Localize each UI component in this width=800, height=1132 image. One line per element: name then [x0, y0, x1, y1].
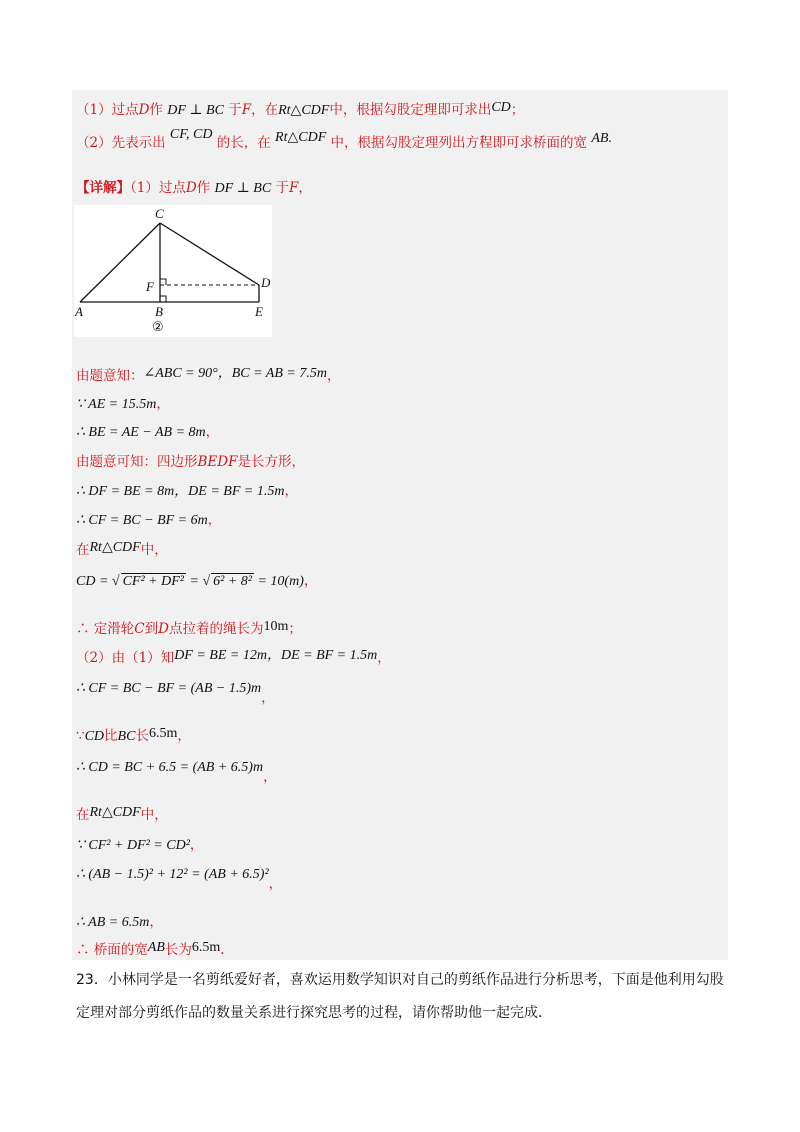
text: 比 [104, 728, 118, 744]
text: 于 [275, 180, 289, 196]
part2-line [76, 803, 168, 824]
point-f: F [241, 102, 252, 118]
figure-number: ② [152, 319, 164, 334]
point-d: D [158, 621, 169, 637]
label-d: D [261, 275, 271, 290]
text: 作 [149, 102, 163, 118]
math: ∴ CD = BC + 6.5 = (AB + 6.5)m [76, 760, 264, 775]
text: . [220, 942, 225, 958]
text: 长为 [164, 942, 192, 958]
step-line [76, 420, 219, 441]
step-line [76, 538, 168, 559]
label-b: B [155, 304, 163, 319]
text: ， [303, 573, 318, 589]
text: 在 [76, 542, 90, 558]
text: ， [156, 396, 170, 412]
math: CD [84, 729, 105, 744]
text: ， [207, 512, 222, 528]
text: ， [205, 424, 220, 440]
math-ab: AB. [591, 131, 612, 146]
label-e: E [255, 304, 263, 319]
text: 中， [140, 542, 168, 558]
part2-line [76, 938, 225, 959]
math: ∠ABC = 90°，BC = AB = 7.5m [143, 366, 327, 381]
analysis-line-1 [76, 98, 524, 119]
text: ， [263, 769, 277, 785]
part2-line [76, 833, 203, 854]
step-line [76, 450, 305, 470]
detail-line [76, 176, 312, 197]
text: 中， [140, 807, 168, 823]
sqrt-icon: √ [111, 574, 120, 589]
part2-line [76, 676, 275, 706]
label-a: A [75, 304, 83, 319]
text: 点拉着的绳长为 [168, 621, 264, 637]
point-f: F [288, 180, 299, 196]
question-23-line-1: 23．小林同学是一名剪纸爱好者，喜欢运用数学知识对自己的剪纸作品进行分析思考，下面是他利用勾股 [76, 972, 724, 988]
figure-svg [74, 205, 272, 337]
text: 由题意可知：四边形 [76, 454, 198, 470]
right-angle-mark-b [160, 296, 166, 302]
math: BC [117, 729, 136, 744]
text: ， [326, 368, 341, 384]
part1-answer [76, 617, 302, 638]
math: ∴ (AB − 1.5)² + 12² = (AB + 6.5)² [76, 867, 269, 882]
step-line [76, 364, 340, 385]
text: ，在 [251, 102, 279, 118]
segment-cd [160, 223, 259, 285]
point-c: C [134, 621, 145, 637]
point-d: D [185, 180, 197, 196]
text: ； [510, 102, 525, 118]
cd-formula [76, 570, 318, 590]
math: Rt△CDF [89, 805, 141, 820]
text: ， [298, 180, 312, 196]
text: （1）过点 [130, 180, 186, 196]
math: CD = [76, 574, 112, 589]
math: = 10(m) [253, 574, 304, 589]
detail-tag: 【详解】 [76, 180, 130, 196]
text: 由题意知： [76, 368, 144, 384]
text: （1）过点 [76, 102, 139, 118]
text: ∴ 桥面的宽 [76, 942, 148, 958]
math-rt-cdf: Rt△CDF [278, 103, 330, 118]
text: ， [149, 914, 163, 930]
text: 中，根据勾股定理即可求出 [329, 102, 492, 118]
math: 6.5m [148, 726, 178, 741]
text: ∴ 定滑轮 [76, 621, 135, 637]
math: DF = BE = 12m，DE = BF = 1.5m [174, 648, 378, 663]
math-df-perp-bc: DF ⊥ BC [214, 181, 272, 196]
math: 6.5m [191, 940, 221, 955]
analysis-line-2 [76, 127, 612, 152]
step-line [76, 508, 221, 529]
text: ， [177, 728, 191, 744]
text: ， [377, 650, 391, 666]
text: 在 [76, 807, 90, 823]
math: ∵ AE = 15.5m [76, 397, 157, 412]
step-line [76, 392, 170, 413]
text: ， [284, 483, 298, 499]
geometry-figure [74, 205, 272, 337]
math-radicand: CF² + DF² [122, 574, 184, 589]
part2-line [76, 862, 283, 892]
text: 的长，在 [216, 135, 271, 151]
text: 作 [196, 180, 211, 196]
math: Rt△CDF [89, 540, 141, 555]
right-angle-mark-f [160, 279, 166, 285]
question-23-line-2: 定理对部分剪纸作品的数量关系进行探究思考的过程，请你帮助他一起完成． [76, 1005, 552, 1021]
math-radicand: 6² + 8² [213, 574, 252, 589]
math: ∵ CF² + DF² = CD² [76, 838, 190, 853]
label-f: F [146, 279, 154, 294]
text: 是长方形， [237, 454, 305, 470]
math-cf-cd: CF, CD [169, 127, 213, 142]
math: = [186, 574, 203, 589]
math: ∴ AB = 6.5m [76, 915, 150, 930]
step-line [76, 479, 298, 500]
part2-line [76, 724, 191, 745]
text: （2）先表示出 [76, 135, 166, 151]
math: ∴ CF = BC − BF = 6m [76, 513, 208, 528]
math: ∴ CF = BC − BF = (AB − 1.5)m [76, 681, 262, 696]
math-df-perp-bc: DF ⊥ BC [167, 103, 224, 118]
math: 10m [263, 619, 289, 634]
math: BEDF [197, 454, 238, 470]
text: ∵ [76, 728, 85, 744]
label-c: C [155, 206, 164, 221]
part2-line [76, 646, 391, 667]
part2-line [76, 910, 163, 931]
math-cd: CD [491, 100, 511, 115]
math: ∴ BE = AE − AB = 8m [76, 425, 206, 440]
text: 中，根据勾股定理列出方程即可求桥面的宽 [330, 135, 588, 151]
text: ； [288, 621, 302, 637]
text: ， [268, 876, 283, 892]
text: ， [189, 837, 204, 853]
math: ∴ DF = BE = 8m，DE = BF = 1.5m [76, 484, 285, 499]
sqrt-icon: √ [202, 574, 211, 589]
text: ， [261, 690, 275, 706]
part2-line [76, 755, 277, 785]
text: 到 [144, 621, 159, 637]
math-rt-cdf: Rt△CDF [275, 130, 327, 145]
text: 长 [135, 728, 149, 744]
text: 于 [228, 102, 242, 118]
text: （2）由（1）知 [76, 650, 175, 666]
math: AB [147, 940, 165, 955]
point-d: D [138, 102, 150, 118]
